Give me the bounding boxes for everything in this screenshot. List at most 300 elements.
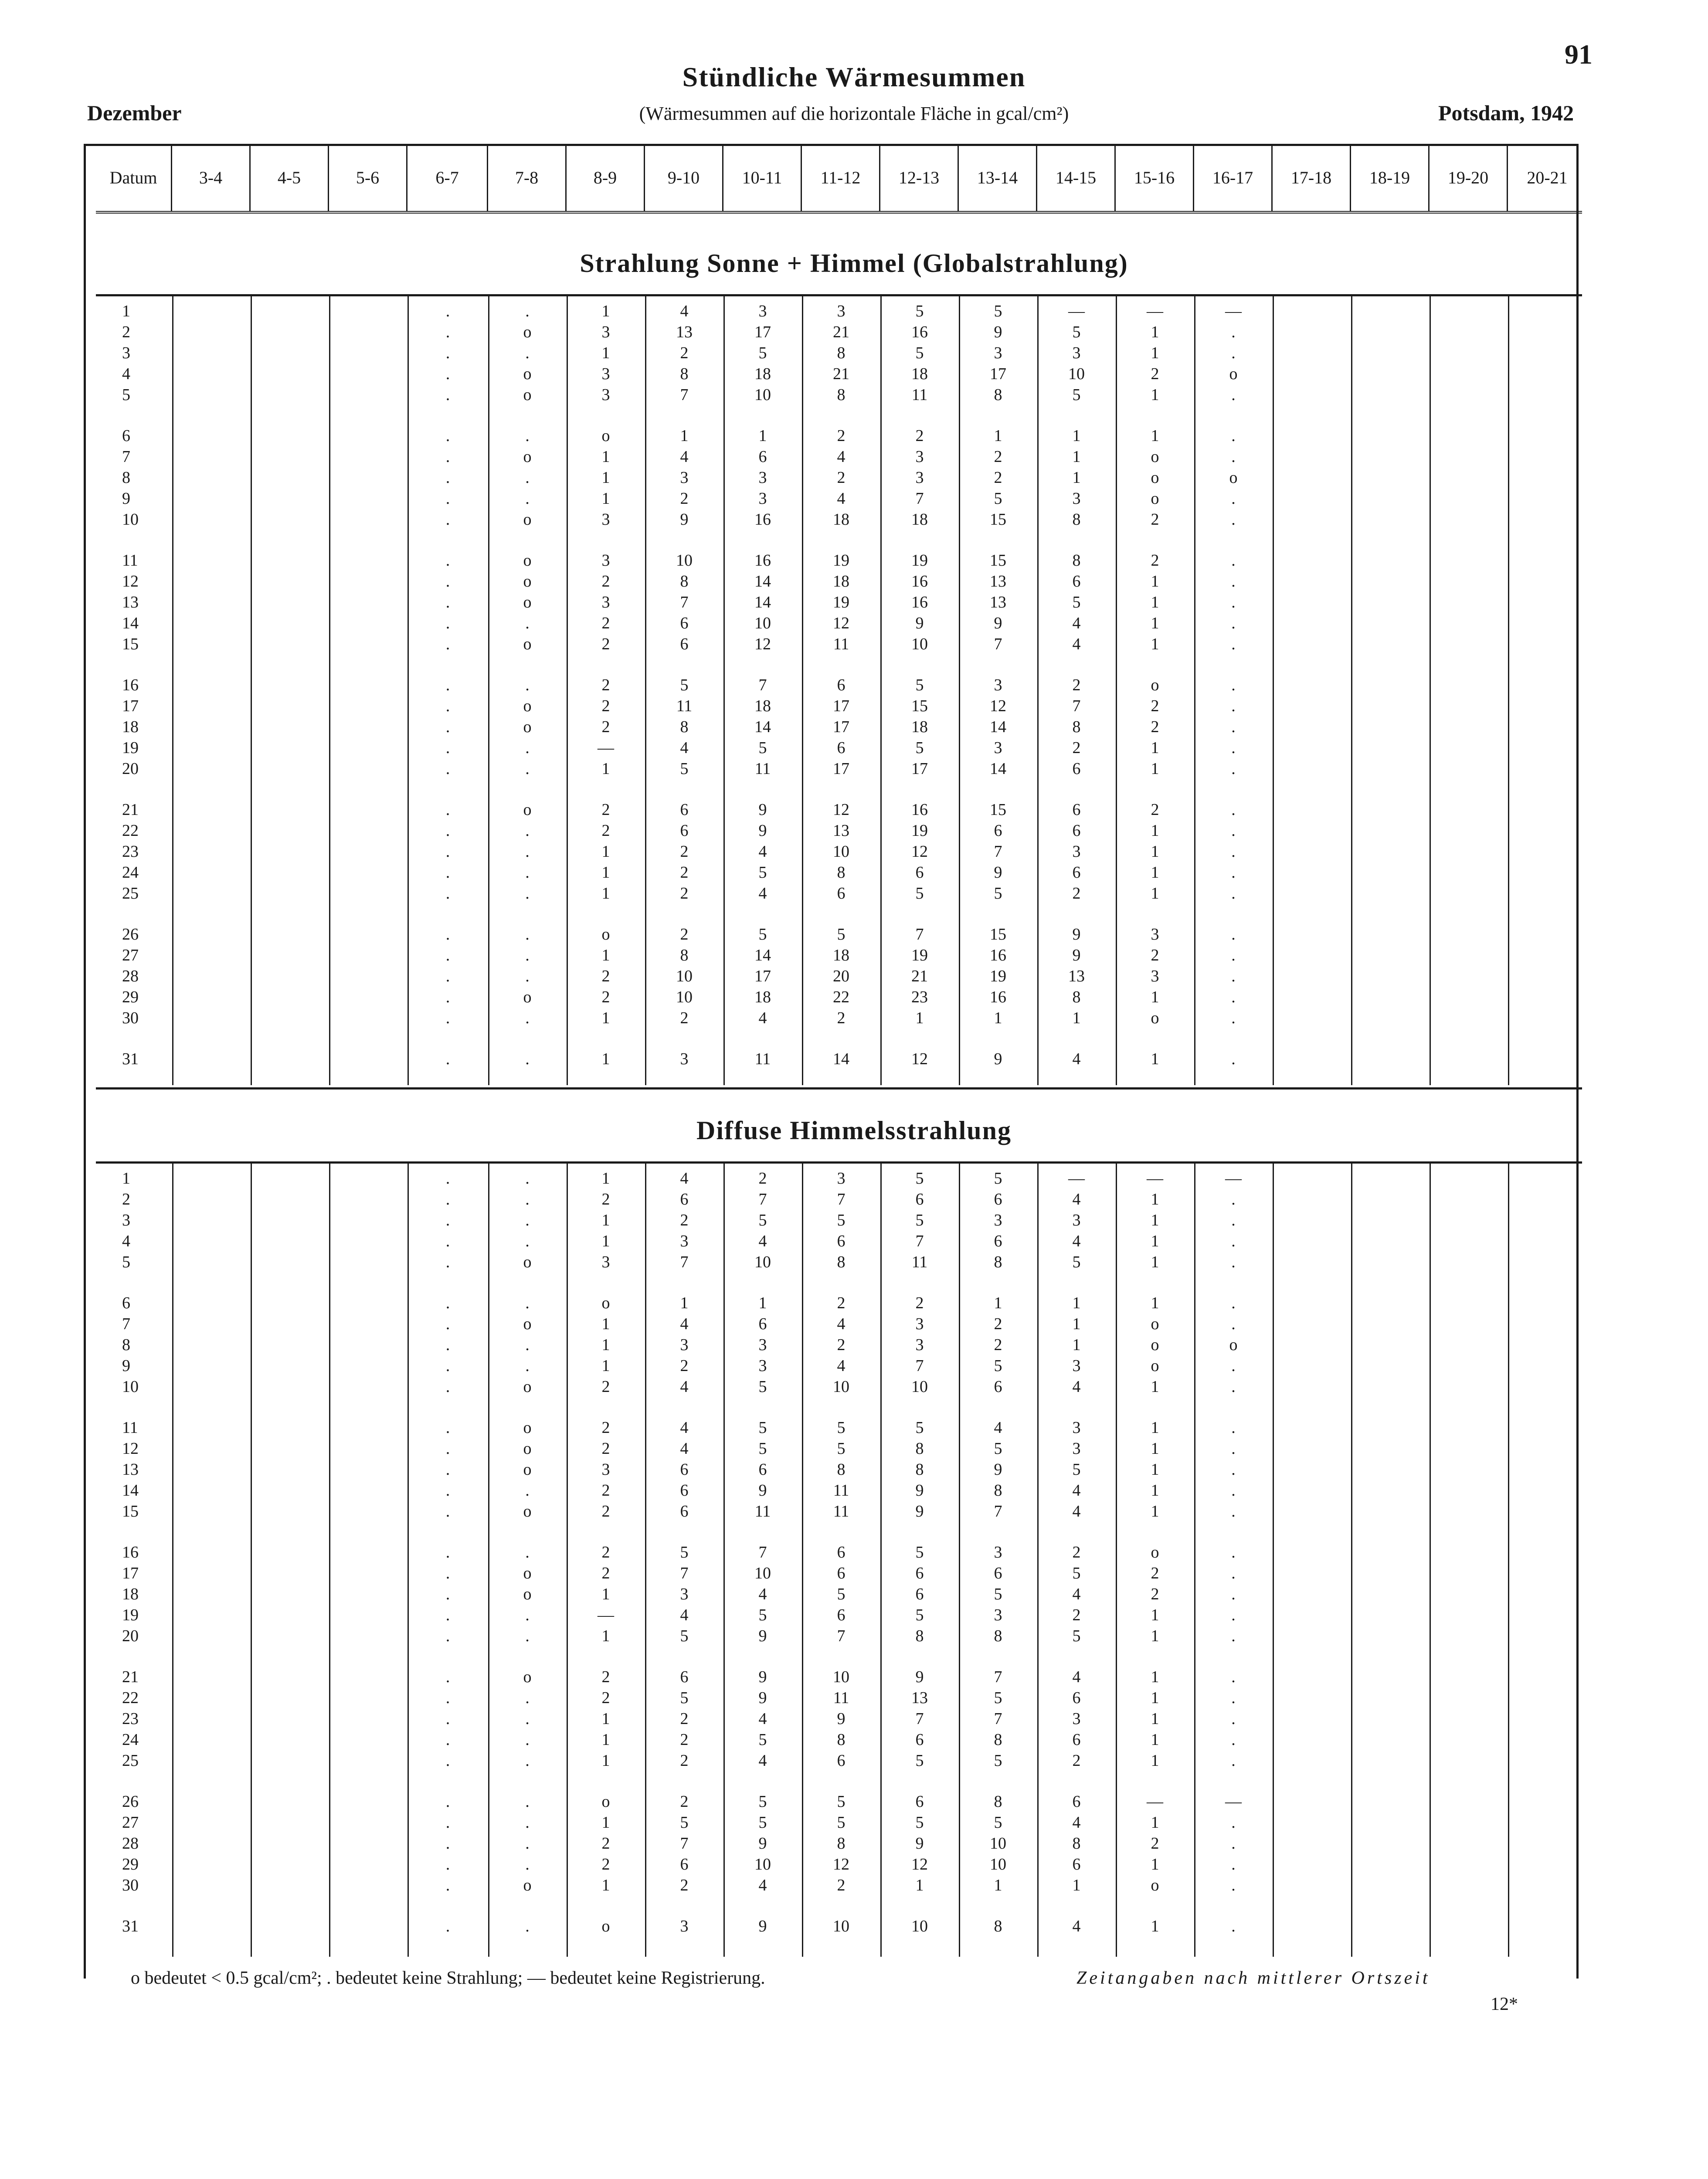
value-cell bbox=[1273, 301, 1351, 322]
value-cell: o bbox=[1229, 1336, 1238, 1354]
table-row bbox=[96, 716, 1582, 737]
value-cell bbox=[1508, 509, 1586, 530]
value-cell: 16 bbox=[754, 510, 771, 529]
value-cell bbox=[1351, 1231, 1430, 1252]
value-cell bbox=[1273, 1189, 1351, 1210]
value-cell bbox=[1508, 613, 1586, 634]
table-row bbox=[96, 613, 1582, 634]
value-cell: 10 bbox=[676, 988, 693, 1006]
value-cell: 7 bbox=[915, 1357, 924, 1375]
value-cell: 4 bbox=[994, 1419, 1002, 1437]
value-cell bbox=[329, 1459, 407, 1480]
value-cell bbox=[1508, 1049, 1586, 1069]
value-cell: 4 bbox=[1072, 1585, 1081, 1603]
value-cell bbox=[1351, 1252, 1430, 1273]
value-cell: 1 bbox=[1072, 1315, 1081, 1333]
value-cell bbox=[329, 1210, 407, 1231]
value-cell bbox=[251, 1314, 329, 1334]
page-subtitle: (Wärmesummen auf die horizontale Fläche in gcal/cm²) bbox=[639, 103, 1069, 124]
value-cell: 21 bbox=[911, 967, 928, 985]
value-cell bbox=[172, 1008, 251, 1028]
value-cell: 2 bbox=[680, 1357, 689, 1375]
value-cell: 6 bbox=[1072, 572, 1081, 591]
value-cell bbox=[1351, 1438, 1430, 1459]
value-cell: 4 bbox=[680, 1606, 689, 1624]
value-cell: 7 bbox=[915, 1710, 924, 1728]
value-cell bbox=[251, 1791, 329, 1812]
value-cell: 1 bbox=[601, 468, 610, 487]
value-cell bbox=[1430, 1459, 1508, 1480]
table-row bbox=[96, 592, 1582, 613]
value-cell: 4 bbox=[837, 448, 846, 466]
day-cell: 20 bbox=[122, 760, 139, 778]
month-label: Dezember bbox=[87, 101, 182, 125]
value-cell bbox=[172, 571, 251, 592]
day-cell: 25 bbox=[122, 884, 139, 903]
value-cell: . bbox=[445, 697, 450, 715]
value-cell bbox=[1273, 1854, 1351, 1875]
value-cell bbox=[1430, 1293, 1508, 1314]
value-cell: . bbox=[445, 344, 450, 362]
value-cell: 2 bbox=[601, 1834, 610, 1853]
value-cell: . bbox=[1231, 593, 1236, 611]
value-cell bbox=[251, 1729, 329, 1750]
column-header-hour: 20-21 bbox=[1527, 167, 1568, 187]
value-cell bbox=[1508, 966, 1586, 987]
value-cell: 2 bbox=[680, 344, 689, 362]
value-cell: 1 bbox=[1151, 988, 1159, 1006]
value-cell bbox=[1430, 1008, 1508, 1028]
table-row bbox=[96, 467, 1582, 488]
value-cell: 2 bbox=[837, 1294, 846, 1312]
value-cell bbox=[1351, 446, 1430, 467]
value-cell: 6 bbox=[680, 635, 689, 653]
section-1-title: Strahlung Sonne + Himmel (Globalstrahlung) bbox=[580, 249, 1128, 278]
value-cell bbox=[251, 966, 329, 987]
value-cell bbox=[1273, 1008, 1351, 1028]
value-cell: 1 bbox=[994, 1294, 1002, 1312]
value-cell: 16 bbox=[754, 551, 771, 570]
value-cell: 8 bbox=[837, 1460, 846, 1479]
value-cell: 9 bbox=[915, 1834, 924, 1853]
value-cell bbox=[1430, 1729, 1508, 1750]
value-cell: 21 bbox=[833, 323, 849, 341]
value-cell bbox=[1508, 1750, 1586, 1771]
value-cell bbox=[1430, 841, 1508, 862]
value-cell bbox=[1508, 1729, 1586, 1750]
value-cell: 2 bbox=[758, 1169, 767, 1188]
value-cell: 3 bbox=[680, 1336, 689, 1354]
day-cell: 18 bbox=[122, 718, 139, 736]
value-cell: 1 bbox=[758, 1294, 767, 1312]
value-cell: 6 bbox=[837, 676, 846, 694]
value-cell bbox=[1430, 301, 1508, 322]
value-cell: o bbox=[1151, 489, 1159, 508]
value-cell: . bbox=[445, 1689, 450, 1707]
value-cell bbox=[172, 1542, 251, 1563]
value-cell bbox=[1430, 1687, 1508, 1708]
value-cell: . bbox=[1231, 1050, 1236, 1068]
legend-text: o bedeutet < 0.5 gcal/cm²; . bedeutet keine Strahlung; — bedeutet keine Registrierung. bbox=[131, 1968, 765, 1988]
table-row bbox=[96, 1459, 1582, 1480]
value-cell bbox=[1508, 1501, 1586, 1522]
value-cell: 2 bbox=[837, 427, 846, 445]
value-cell: 1 bbox=[1151, 1439, 1159, 1458]
day-cell: 29 bbox=[122, 988, 139, 1006]
value-cell: . bbox=[445, 468, 450, 487]
value-cell: 5 bbox=[1072, 386, 1081, 404]
value-cell bbox=[1430, 966, 1508, 987]
value-cell: . bbox=[525, 1813, 530, 1832]
value-cell bbox=[1508, 1189, 1586, 1210]
value-cell: 4 bbox=[758, 1009, 767, 1027]
value-cell: . bbox=[445, 1502, 450, 1521]
value-cell bbox=[251, 1666, 329, 1687]
value-cell: . bbox=[525, 739, 530, 757]
table-row bbox=[96, 1355, 1582, 1376]
value-cell: 7 bbox=[680, 386, 689, 404]
value-cell bbox=[1508, 1812, 1586, 1833]
value-cell: 1 bbox=[1151, 1253, 1159, 1271]
day-cell: 10 bbox=[122, 510, 139, 529]
table-row bbox=[96, 799, 1582, 820]
value-cell bbox=[329, 945, 407, 966]
value-cell: 2 bbox=[994, 448, 1002, 466]
table-row bbox=[96, 1854, 1582, 1875]
value-cell: 3 bbox=[1072, 1211, 1081, 1229]
value-cell: 6 bbox=[758, 1460, 767, 1479]
value-cell: 5 bbox=[915, 1211, 924, 1229]
value-cell: 17 bbox=[833, 718, 849, 736]
value-cell: 2 bbox=[601, 801, 610, 819]
value-cell: 6 bbox=[680, 1190, 689, 1208]
value-cell bbox=[1351, 301, 1430, 322]
value-cell: o bbox=[523, 1460, 532, 1479]
value-cell: . bbox=[445, 1050, 450, 1068]
value-cell: 5 bbox=[915, 1813, 924, 1832]
value-cell: 18 bbox=[911, 510, 928, 529]
value-cell: 4 bbox=[758, 1751, 767, 1770]
day-cell: 4 bbox=[122, 365, 130, 383]
column-header-hour: 11-12 bbox=[802, 144, 880, 211]
value-cell bbox=[1273, 1812, 1351, 1833]
value-cell bbox=[1430, 675, 1508, 696]
value-cell: 10 bbox=[676, 551, 693, 570]
day-cell: 1 bbox=[122, 302, 130, 320]
value-cell: 11 bbox=[754, 1050, 771, 1068]
value-cell: 16 bbox=[990, 988, 1006, 1006]
value-cell: 1 bbox=[1151, 427, 1159, 445]
value-cell: 9 bbox=[837, 1710, 846, 1728]
value-cell: . bbox=[445, 1232, 450, 1250]
value-cell: o bbox=[523, 1419, 532, 1437]
value-cell bbox=[1351, 1605, 1430, 1626]
value-cell: 1 bbox=[680, 427, 689, 445]
day-cell: 13 bbox=[122, 1460, 139, 1479]
value-cell: 6 bbox=[837, 1232, 846, 1250]
value-cell: . bbox=[525, 1543, 530, 1561]
value-cell: o bbox=[523, 1502, 532, 1521]
value-cell: . bbox=[525, 489, 530, 508]
value-cell: 1 bbox=[1151, 1627, 1159, 1645]
day-cell: 5 bbox=[122, 386, 130, 404]
day-cell: 1 bbox=[122, 1169, 130, 1188]
value-cell bbox=[1430, 1231, 1508, 1252]
value-cell: 18 bbox=[754, 697, 771, 715]
value-cell: 3 bbox=[994, 739, 1002, 757]
value-cell: . bbox=[525, 344, 530, 362]
day-cell: 25 bbox=[122, 1751, 139, 1770]
value-cell: 1 bbox=[601, 1232, 610, 1250]
value-cell: . bbox=[445, 1378, 450, 1396]
value-cell bbox=[1351, 1875, 1430, 1896]
day-cell: 6 bbox=[122, 427, 130, 445]
value-cell bbox=[1351, 1708, 1430, 1729]
value-cell bbox=[251, 363, 329, 384]
value-cell bbox=[251, 1008, 329, 1028]
value-cell: 2 bbox=[601, 1378, 610, 1396]
value-cell: 13 bbox=[833, 821, 849, 840]
value-cell bbox=[1430, 987, 1508, 1008]
value-cell: o bbox=[601, 1917, 610, 1935]
table-row bbox=[96, 301, 1582, 322]
value-cell: . bbox=[1231, 739, 1236, 757]
day-cell: 20 bbox=[122, 1627, 139, 1645]
value-cell bbox=[1430, 1875, 1508, 1896]
value-cell: . bbox=[445, 1481, 450, 1500]
value-cell bbox=[251, 1252, 329, 1273]
value-cell: 6 bbox=[837, 739, 846, 757]
value-cell: 12 bbox=[911, 1855, 928, 1874]
value-cell bbox=[329, 1417, 407, 1438]
value-cell bbox=[172, 1334, 251, 1355]
value-cell bbox=[1430, 758, 1508, 779]
value-cell: 1 bbox=[1072, 1336, 1081, 1354]
value-cell: . bbox=[1231, 489, 1236, 508]
value-cell: . bbox=[445, 386, 450, 404]
value-cell: 1 bbox=[601, 884, 610, 903]
value-cell bbox=[329, 1438, 407, 1459]
table-row bbox=[96, 1916, 1582, 1937]
value-cell: 4 bbox=[680, 1439, 689, 1458]
value-cell: 2 bbox=[680, 1731, 689, 1749]
day-cell: 9 bbox=[122, 489, 130, 508]
value-cell bbox=[1508, 1708, 1586, 1729]
value-cell: 9 bbox=[915, 1502, 924, 1521]
value-cell: . bbox=[445, 1460, 450, 1479]
value-cell bbox=[1273, 675, 1351, 696]
value-cell: 3 bbox=[994, 344, 1002, 362]
value-cell bbox=[1508, 1438, 1586, 1459]
value-cell: 8 bbox=[994, 1627, 1002, 1645]
value-cell: . bbox=[445, 1211, 450, 1229]
value-cell: . bbox=[1231, 1419, 1236, 1437]
value-cell bbox=[1273, 1626, 1351, 1646]
value-cell: . bbox=[525, 1792, 530, 1811]
value-cell: . bbox=[525, 676, 530, 694]
value-cell bbox=[172, 820, 251, 841]
value-cell: 3 bbox=[601, 386, 610, 404]
value-cell bbox=[329, 1168, 407, 1189]
value-cell: 10 bbox=[754, 386, 771, 404]
value-cell bbox=[329, 737, 407, 758]
value-cell: 4 bbox=[837, 1357, 846, 1375]
value-cell: 8 bbox=[837, 386, 846, 404]
value-cell: 6 bbox=[758, 1315, 767, 1333]
value-cell: 11 bbox=[676, 697, 693, 715]
value-cell: . bbox=[1231, 842, 1236, 861]
value-cell: 2 bbox=[1151, 551, 1159, 570]
value-cell bbox=[172, 1231, 251, 1252]
value-cell bbox=[251, 1210, 329, 1231]
value-cell: 8 bbox=[915, 1460, 924, 1479]
value-cell: 1 bbox=[601, 760, 610, 778]
day-cell: 9 bbox=[122, 1357, 130, 1375]
column-header-hour: 4-5 bbox=[251, 144, 329, 211]
day-cell: 23 bbox=[122, 842, 139, 861]
value-cell bbox=[1351, 1729, 1430, 1750]
value-cell: 1 bbox=[601, 1050, 610, 1068]
value-cell: 2 bbox=[1072, 1751, 1081, 1770]
value-cell bbox=[1273, 613, 1351, 634]
value-cell: . bbox=[525, 967, 530, 985]
value-cell: . bbox=[525, 614, 530, 632]
value-cell: o bbox=[601, 427, 610, 445]
value-cell: . bbox=[1231, 988, 1236, 1006]
value-cell bbox=[172, 1605, 251, 1626]
value-cell bbox=[1273, 1293, 1351, 1314]
value-cell: 6 bbox=[915, 1731, 924, 1749]
value-cell bbox=[1508, 1252, 1586, 1273]
value-cell bbox=[1508, 820, 1586, 841]
day-cell: 6 bbox=[122, 1294, 130, 1312]
table-row bbox=[96, 1293, 1582, 1314]
value-cell bbox=[329, 1750, 407, 1771]
value-cell: 1 bbox=[601, 1876, 610, 1894]
value-cell: 10 bbox=[833, 1668, 849, 1686]
value-cell bbox=[251, 1459, 329, 1480]
value-cell bbox=[1430, 509, 1508, 530]
value-cell: 10 bbox=[676, 967, 693, 985]
value-cell: 11 bbox=[754, 760, 771, 778]
value-cell: 12 bbox=[911, 1050, 928, 1068]
value-cell: 4 bbox=[1072, 1378, 1081, 1396]
value-cell: 3 bbox=[1072, 1439, 1081, 1458]
value-cell bbox=[1273, 1687, 1351, 1708]
value-cell bbox=[251, 696, 329, 716]
value-cell bbox=[329, 1189, 407, 1210]
value-cell: 4 bbox=[1072, 1050, 1081, 1068]
value-cell: 2 bbox=[601, 1564, 610, 1582]
value-cell bbox=[1508, 592, 1586, 613]
value-cell: . bbox=[445, 1751, 450, 1770]
value-cell bbox=[172, 1355, 251, 1376]
value-cell bbox=[329, 1916, 407, 1937]
day-cell: 28 bbox=[122, 967, 139, 985]
day-cell: 3 bbox=[122, 344, 130, 362]
value-cell: 21 bbox=[833, 365, 849, 383]
value-cell: 6 bbox=[680, 1502, 689, 1521]
value-cell: . bbox=[1231, 1917, 1236, 1935]
value-cell: 7 bbox=[994, 1668, 1002, 1686]
value-cell: . bbox=[525, 468, 530, 487]
value-cell: 3 bbox=[1072, 344, 1081, 362]
value-cell: 5 bbox=[915, 302, 924, 320]
value-cell: 3 bbox=[601, 1253, 610, 1271]
value-cell bbox=[251, 592, 329, 613]
value-cell: 3 bbox=[680, 1585, 689, 1603]
value-cell bbox=[1351, 945, 1430, 966]
value-cell bbox=[329, 1314, 407, 1334]
value-cell: o bbox=[523, 1253, 532, 1271]
value-cell: 6 bbox=[680, 1668, 689, 1686]
value-cell: 6 bbox=[680, 1481, 689, 1500]
value-cell: 5 bbox=[837, 1211, 846, 1229]
value-cell bbox=[329, 1791, 407, 1812]
value-cell: o bbox=[1151, 448, 1159, 466]
value-cell bbox=[172, 1708, 251, 1729]
value-cell: o bbox=[1151, 1009, 1159, 1027]
value-cell: 1 bbox=[601, 1627, 610, 1645]
value-cell: 8 bbox=[1072, 510, 1081, 529]
value-cell bbox=[1508, 322, 1586, 343]
value-cell: 8 bbox=[837, 344, 846, 362]
value-cell: . bbox=[525, 427, 530, 445]
value-cell: 7 bbox=[680, 1834, 689, 1853]
value-cell bbox=[172, 634, 251, 655]
value-cell bbox=[172, 1875, 251, 1896]
value-cell: 1 bbox=[1151, 1502, 1159, 1521]
value-cell bbox=[172, 1750, 251, 1771]
value-cell: . bbox=[445, 988, 450, 1006]
value-cell: 6 bbox=[1072, 760, 1081, 778]
value-cell bbox=[1508, 1293, 1586, 1314]
day-cell: 18 bbox=[122, 1585, 139, 1603]
value-cell bbox=[329, 343, 407, 363]
value-cell: 8 bbox=[1072, 551, 1081, 570]
value-cell bbox=[1508, 1417, 1586, 1438]
table-row bbox=[96, 1875, 1582, 1896]
value-cell: 11 bbox=[833, 1689, 849, 1707]
value-cell bbox=[329, 1605, 407, 1626]
value-cell bbox=[251, 446, 329, 467]
value-cell bbox=[1430, 1501, 1508, 1522]
value-cell bbox=[329, 301, 407, 322]
value-cell bbox=[1351, 1417, 1430, 1438]
value-cell bbox=[1508, 924, 1586, 945]
value-cell: 7 bbox=[994, 1710, 1002, 1728]
value-cell bbox=[1273, 799, 1351, 820]
value-cell bbox=[1273, 1334, 1351, 1355]
value-cell bbox=[251, 1563, 329, 1584]
value-cell: 1 bbox=[994, 427, 1002, 445]
value-cell bbox=[1351, 1542, 1430, 1563]
value-cell: 7 bbox=[915, 925, 924, 944]
value-cell: . bbox=[445, 635, 450, 653]
value-cell bbox=[172, 1916, 251, 1937]
value-cell: 8 bbox=[994, 386, 1002, 404]
value-cell: 6 bbox=[680, 614, 689, 632]
value-cell: 11 bbox=[911, 1253, 928, 1271]
value-cell bbox=[172, 1854, 251, 1875]
value-cell: 16 bbox=[911, 323, 928, 341]
table-row bbox=[96, 343, 1582, 363]
value-cell bbox=[1273, 571, 1351, 592]
value-cell: 1 bbox=[1151, 1855, 1159, 1874]
value-cell bbox=[1508, 716, 1586, 737]
value-cell: 5 bbox=[837, 1792, 846, 1811]
value-cell: 14 bbox=[990, 718, 1006, 736]
